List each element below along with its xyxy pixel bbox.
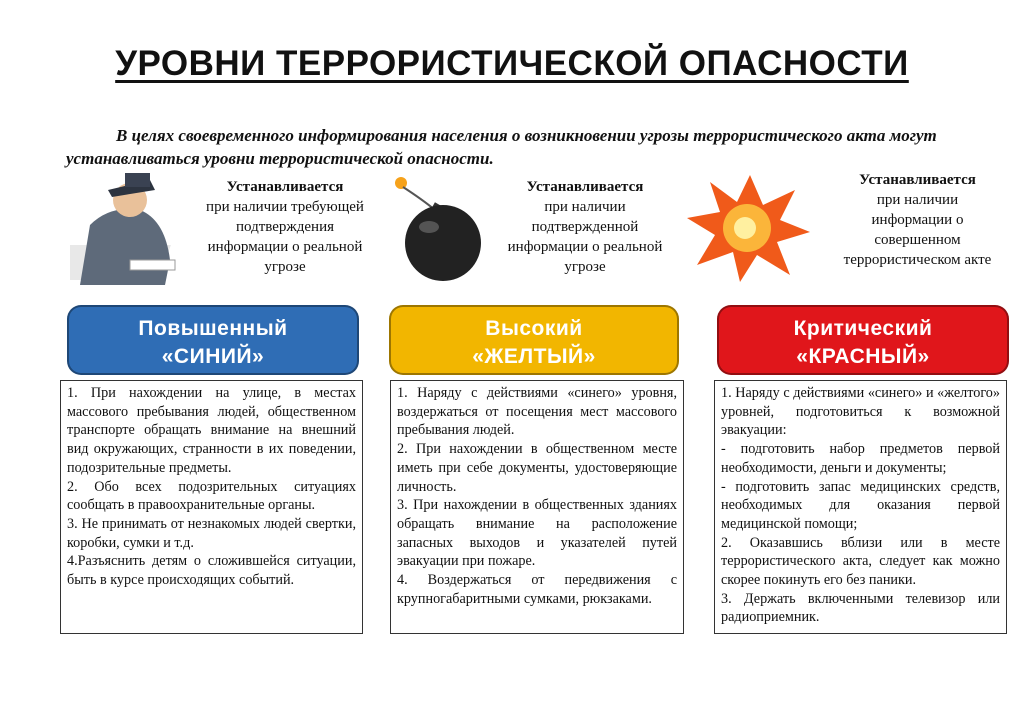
level-banner-blue: Повышенный «СИНИЙ» bbox=[67, 305, 359, 375]
bomb-icon bbox=[393, 175, 493, 285]
actions-yellow: 1. Наряду с действиями «синего» уровня, воздержаться от посещения мест массового пребывания людей. 2. При нахождении в общественном месте иметь при себе документы, удостоверяющие личность. 3. При нахождении в общественных зданиях обращать внимание на расположение запасных выходов и указателей путей эвакуации при пожаре. 4. Воздержаться от передвижения с крупногабаритными сумками, рюкзаками. bbox=[390, 380, 684, 634]
page-title: УРОВНИ ТЕРРОРИСТИЧЕСКОЙ ОПАСНОСТИ bbox=[115, 44, 909, 83]
intro-text: В целях своевременного информирования населения о возникновении угрозы террористического акта могут устанавливаться уровни террористической опасности. bbox=[66, 126, 937, 168]
level-banner-yellow: Высокий «ЖЕЛТЫЙ» bbox=[389, 305, 679, 375]
explosion-icon bbox=[685, 170, 815, 285]
actions-blue: 1. При нахождении на улице, в местах массового пребывания людей, общественном транспорте обращать внимание на внешний вид окружающих, странности в их поведении, подозрительные предметы. 2. Обо всех подозрительных ситуациях сообщать в правоохранительные органы. 3. Не принимать от незнакомых людей свертки, коробки, сумки и т.д. 4.Разъяснить детям о сложившейся ситуации, быть в курсе происходящих событий. bbox=[60, 380, 363, 634]
level-banner-red: Критический «КРАСНЫЙ» bbox=[717, 305, 1009, 375]
actions-red: 1. Наряду с действиями «синего» и «желтого» уровней, подготовиться к возможной эвакуации: - подготовить набор предметов первой необходимости, деньги и документы; - подготовить запас медицинских средств, необходимых для оказания первой медицинской помощи; 2. Оказавшись вблизи или в месте террористического акта, следует как можно скорее покинуть его без паники. 3. Держать включенными телевизор или радиоприемник. bbox=[714, 380, 1007, 634]
caption-blue: Устанавливается при наличии требующей подтверждения информации о реальной угрозе bbox=[206, 179, 364, 275]
caption-yellow: Устанавливается при наличии подтвержденной информации о реальной угрозе bbox=[507, 179, 663, 275]
caption-red: Устанавливается при наличии информации о совершенном террористическом акте bbox=[843, 172, 992, 268]
policeman-icon bbox=[70, 165, 205, 290]
